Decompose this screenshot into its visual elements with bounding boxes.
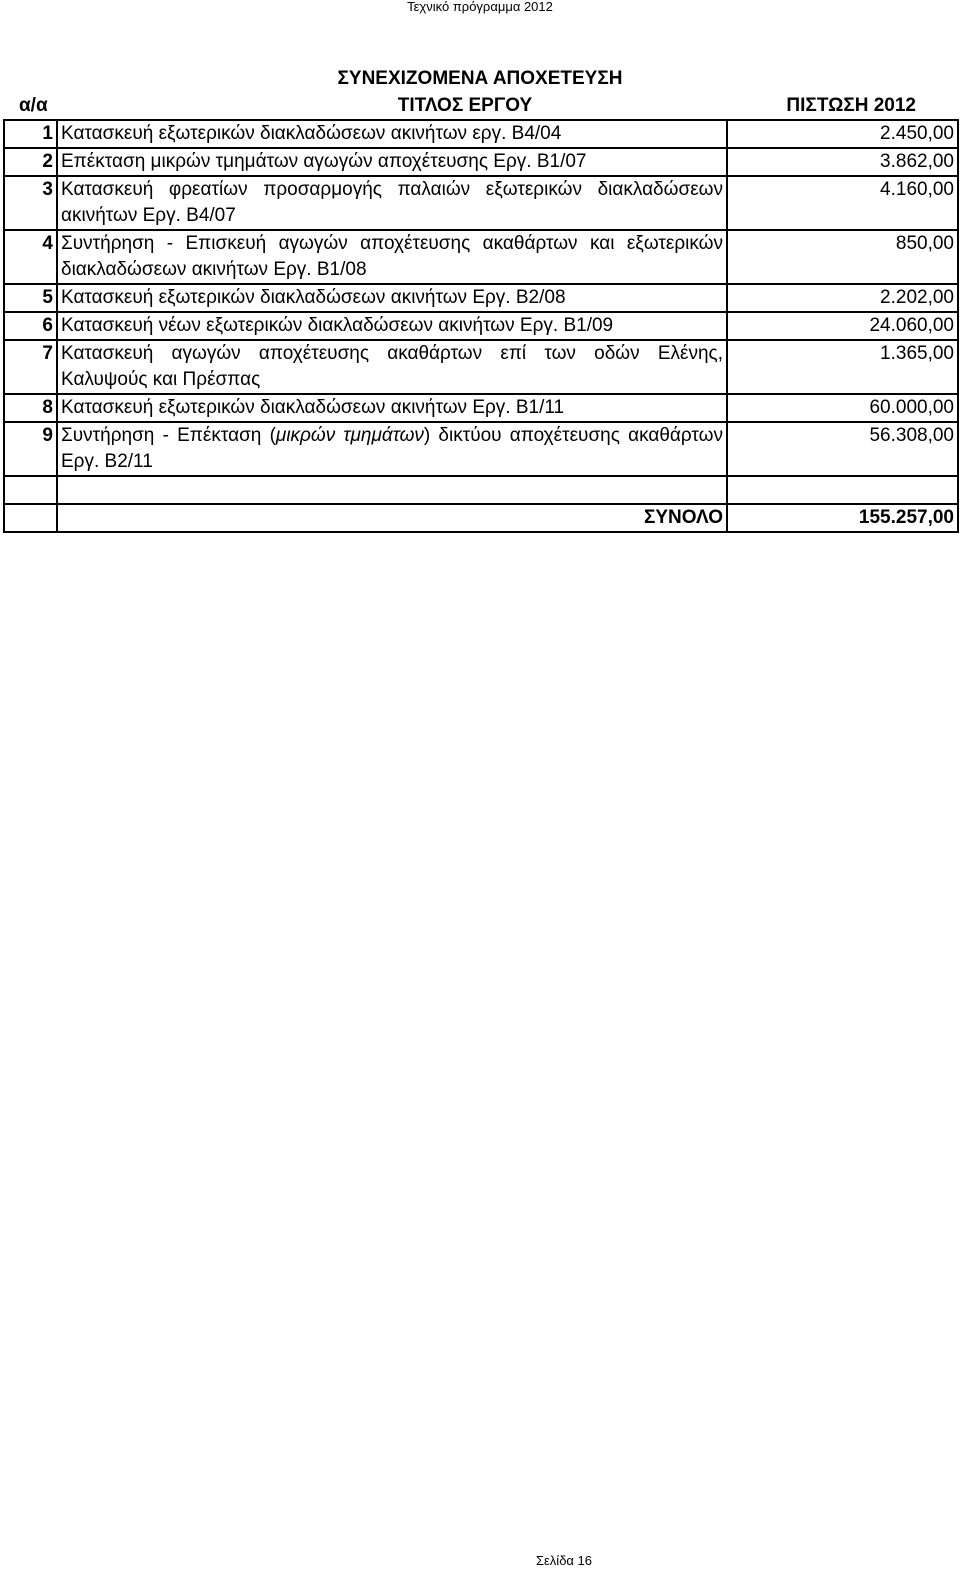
table-row [4,284,958,312]
row-title: Κατασκευή νέων εξωτερικών διακλαδώσεων ακινήτων Εργ. Β1/09 [57,312,727,340]
row-number: 2 [4,148,57,176]
row-title: Κατασκευή εξωτερικών διακλαδώσεων ακινήτων εργ. Β4/04 [57,120,727,148]
page-header: Τεχνικό πρόγραμμα 2012 [407,0,553,14]
empty-cell [57,476,727,504]
column-header-num: α/α [19,95,48,116]
row-amount: 850,00 [727,230,958,284]
row-title: Κατασκευή φρεατίων προσαρμογής παλαιών εξωτερικών διακλαδώσεων ακινήτων Εργ. Β4/07 [57,176,727,230]
column-header-title: ΤΙΤΛΟΣ ΕΡΓΟΥ [397,95,533,116]
row-number: 8 [4,394,57,422]
row-amount: 2.202,00 [727,284,958,312]
row-number: 3 [4,176,57,230]
table-row [4,230,958,284]
row-title: Κατασκευή αγωγών αποχέτευσης ακαθάρτων επί των οδών Ελένης, Καλυψούς και Πρέσπας [57,340,727,394]
total-row [4,504,958,532]
table-row [4,422,958,476]
row-number: 7 [4,340,57,394]
row-amount: 3.862,00 [727,148,958,176]
column-header-amount: ΠΙΣΤΩΣΗ 2012 [786,95,916,116]
row-amount: 56.308,00 [727,422,958,476]
row-number: 6 [4,312,57,340]
total-amount: 155.257,00 [727,504,958,532]
row-number: 1 [4,120,57,148]
row-number: 9 [4,422,57,476]
row-amount: 2.450,00 [727,120,958,148]
row-title-italic: μικρών τμημάτων [275,425,424,446]
empty-row [4,476,958,504]
table-header-row [4,93,958,120]
works-table [3,93,959,533]
row-title-part: ) δικτύου αποχέτευσης ακαθάρτων Εργ. Β2/11 [61,425,723,472]
row-number: 4 [4,230,57,284]
row-amount: 60.000,00 [727,394,958,422]
total-label: ΣΥΝΟΛΟ [57,504,727,532]
row-title-part: Συντήρηση - Επέκταση ( [61,425,276,446]
row-number: 5 [4,284,57,312]
empty-cell [4,476,57,504]
table-row [4,176,958,230]
row-title [57,422,727,476]
table-row [4,394,958,422]
table-row [4,340,958,394]
page-footer: Σελίδα 16 [535,1553,593,1568]
row-title: Επέκταση μικρών τμημάτων αγωγών αποχέτευσης Εργ. Β1/07 [57,148,727,176]
table-row [4,148,958,176]
row-title: Κατασκευή εξωτερικών διακλαδώσεων ακινήτων Εργ. Β1/11 [57,394,727,422]
row-title: Συντήρηση - Επισκευή αγωγών αποχέτευσης ακαθάρτων και εξωτερικών διακλαδώσεων ακινήτων Εργ. Β1/08 [57,230,727,284]
empty-cell [727,476,958,504]
row-amount: 1.365,00 [727,340,958,394]
row-amount: 4.160,00 [727,176,958,230]
row-amount: 24.060,00 [727,312,958,340]
row-title: Κατασκευή εξωτερικών διακλαδώσεων ακινήτων Εργ. Β2/08 [57,284,727,312]
empty-cell [4,504,57,532]
table-row [4,312,958,340]
table-row [4,120,958,148]
document-title: ΣΥΝΕΧΙΖΟΜΕΝΑ ΑΠΟΧΕΤΕΥΣΗ [337,68,623,89]
